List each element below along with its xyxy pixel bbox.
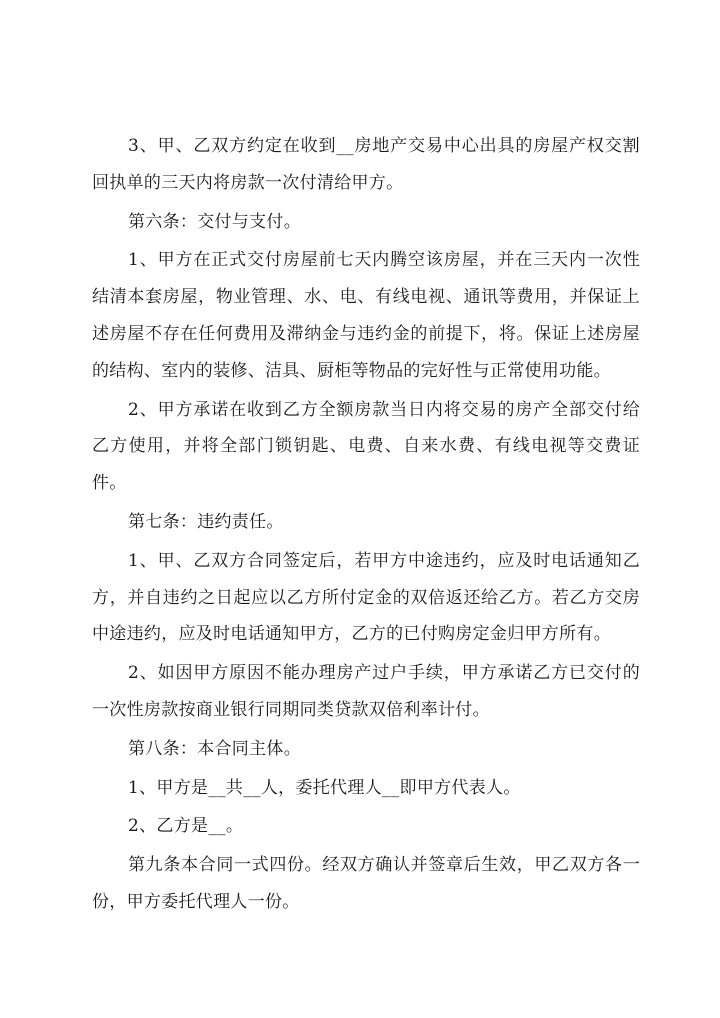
clause-5-item-3-paragraph: 3、甲、乙双方约定在收到__房地产交易中心出具的房屋产权交割回执单的三天内将房款一次付清给甲方。 [92, 136, 640, 193]
article-6-item-2-paragraph: 2、甲方承诺在收到乙方全额房款当日内将交易的房产全部交付给乙方使用，并将全部门锁钥匙、电费、自来水费、有线电视等交费证件。 [92, 399, 640, 494]
article-7-item-1-paragraph: 1、甲、乙双方合同签定后，若甲方中途违约，应及时电话通知乙方，并自违约之日起应以乙方所付定金的双倍返还给乙方。若乙方交房中途违约，应及时电话通知甲方，乙方的已付购房定金归甲方所有。 [92, 550, 640, 645]
article-6-item-1-paragraph: 1、甲方在正式交付房屋前七天内腾空该房屋，并在三天内一次性结清本套房屋，物业管理、水、电、有线电视、通讯等费用，并保证上述房屋不存在任何费用及滞纳金与违约金的前提下，将。保证上述房屋的结构、室内的装修、洁具、厨柜等物品的完好性与正常使用功能。 [92, 250, 640, 381]
contract-text-body [92, 128, 640, 923]
article-7-heading: 第七条：违约责任。 [128, 511, 284, 532]
article-7-item-2-paragraph: 2、如因甲方原因不能办理房产过户手续，甲方承诺乙方已交付的一次性房款按商业银行同期同类贷款双倍利率计付。 [92, 663, 640, 720]
article-6-heading: 第六条：交付与支付。 [128, 211, 301, 232]
article-8-item-2-paragraph: 2、乙方是__。 [128, 816, 244, 837]
article-8-item-1-paragraph: 1、甲方是__共__人，委托代理人__即甲方代表人。 [128, 777, 521, 798]
article-8-heading: 第八条：本合同主体。 [128, 738, 301, 759]
article-9-paragraph: 第九条本合同一式四份。经双方确认并签章后生效，甲乙双方各一份，甲方委托代理人一份。 [92, 855, 640, 912]
